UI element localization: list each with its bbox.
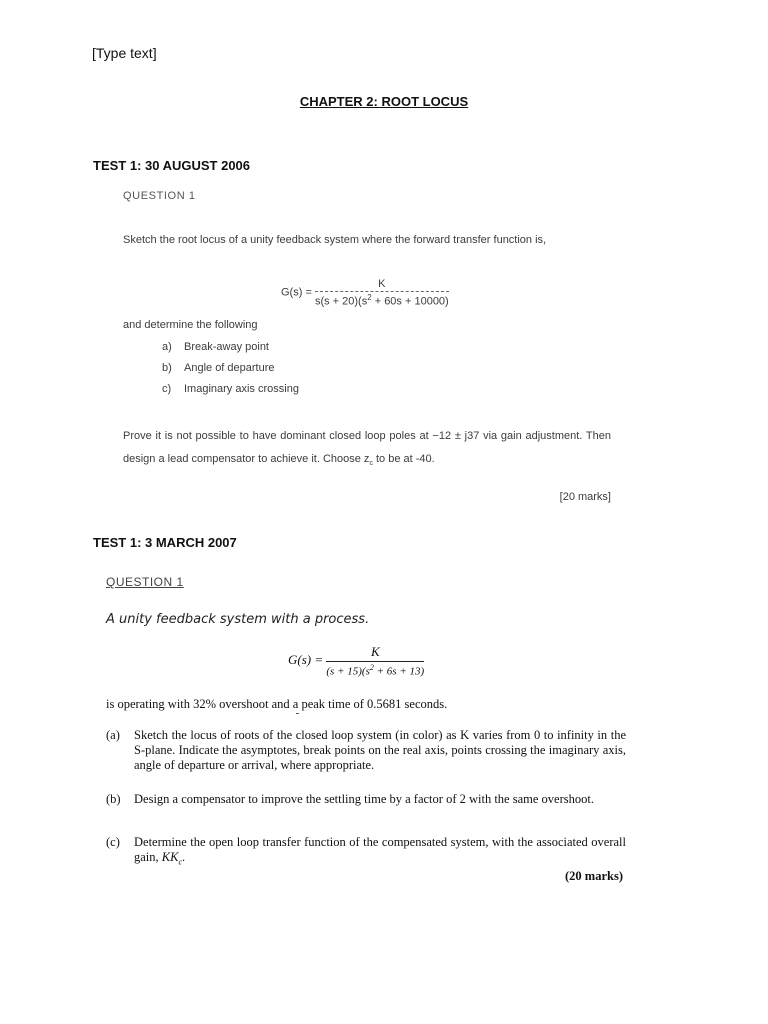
test1-item-list: [162, 341, 299, 404]
test1-eq-fraction: [315, 278, 449, 308]
test2-operating-text: is operating with 32% overshoot and a peak time of 0.5681 seconds.: [106, 697, 448, 711]
test1-eq-numerator: K: [315, 278, 449, 292]
test1-eq-denominator: $s(s + 20)(s^2 + 60s + 10000)$: [314, 293, 449, 308]
test2-eq-numerator: K: [326, 644, 424, 662]
list-item: c) Imaginary axis crossing: [162, 383, 299, 395]
test2-question-intro: A unity feedback system with a process.: [106, 612, 370, 627]
test1-determine-text: and determine the following: [123, 319, 258, 331]
test1-marks: [20 marks]: [559, 491, 611, 503]
list-item: a) Break-away point: [162, 341, 269, 353]
test2-heading: TEST 1: 3 MARCH 2007: [93, 535, 237, 550]
test1-transfer-function: [281, 278, 449, 308]
test2-eq-fraction: [326, 644, 424, 678]
test1-question-label: QUESTION 1: [123, 190, 196, 202]
test1-eq-lhs: G(s) =: [281, 286, 312, 299]
test2-item-c: (c) Determine the open loop transfer function of the compensated system, with the associated overall gain, $KK_c$.: [106, 835, 626, 867]
test2-item-a: (a) Sketch the locus of roots of the closed loop system (in color) as K varies from 0 to infinity in the S-plane. Indicate the asymptotes, break points on the real axis, points crossing the imaginary axis, angle of departure or arrival, where appropriate.: [106, 728, 626, 772]
test1-question-intro: Sketch the root locus of a unity feedback system where the forward transfer function is,: [123, 234, 547, 246]
test2-marks: (20 marks): [565, 869, 623, 883]
test2-eq-denominator: $(s + 15)(s^2 + 6s + 13)$: [326, 663, 425, 678]
test2-transfer-function: [288, 644, 424, 678]
test2-eq-lhs: G(s) =: [288, 651, 324, 667]
page-header-placeholder: [Type text]: [92, 45, 157, 61]
scan-mark: [296, 713, 299, 714]
chapter-title: CHAPTER 2: ROOT LOCUS: [299, 94, 469, 109]
test1-heading: TEST 1: 30 AUGUST 2006: [93, 158, 251, 173]
test1-prove-paragraph: Prove it is not possible to have dominant closed loop poles at −12 ± j37 via gain adjustment. Then design a lead compensator to achieve it. Choose $z_c$ to be at -40.: [123, 430, 611, 468]
test2-item-b: (b) Design a compensator to improve the settling time by a factor of 2 with the same overshoot.: [106, 792, 594, 806]
test2-question-label: QUESTION 1: [106, 575, 184, 589]
list-item: b) Angle of departure: [162, 362, 275, 374]
